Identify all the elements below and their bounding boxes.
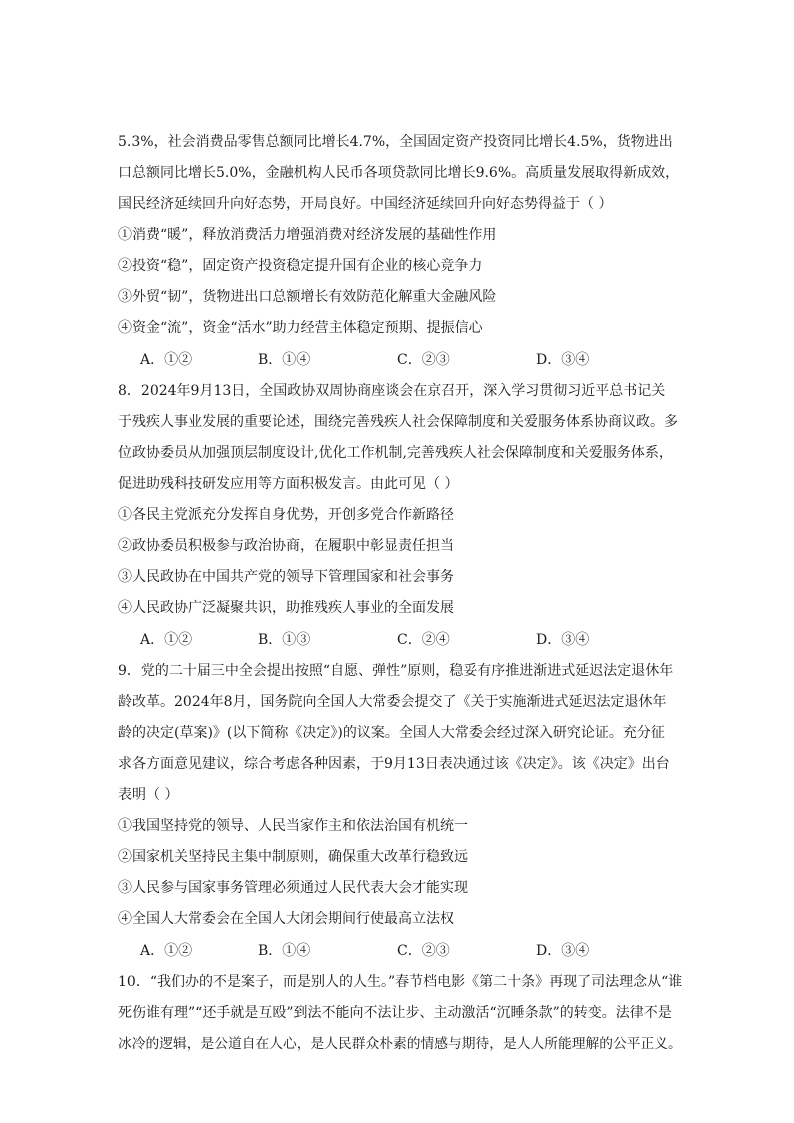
option-d: D．③④ (536, 943, 590, 959)
q9-options (140, 941, 660, 961)
q8-stem-line: 促进助残科技研发应用等方面积极发言。由此可见（ ） (118, 476, 459, 492)
q9-item-3: ③人民参与国家事务管理必须通过人民代表大会才能实现 (118, 880, 468, 896)
q8-item-1: ①各民主党派充分发挥自身优势，开创多党合作新路径 (118, 507, 454, 523)
q8-stem-line: 于残疾人事业发展的重要论述，围绕完善残疾人社会保障制度和关爱服务体系协商议政。多 (118, 414, 678, 430)
option-b: B．①④ (258, 352, 311, 368)
q10-stem-line: 冰冷的逻辑，是公道自在人心，是人民群众朴素的情感与期待，是人人所能理解的公平正义。 (118, 1036, 682, 1052)
q8-item-4: ④人民政协广泛凝聚共识，助推残疾人事业的全面发展 (118, 600, 454, 616)
option-d: D．③④ (536, 632, 590, 648)
q7-item-1: ①消费“暖”，释放消费活力增强消费对经济发展的基础性作用 (118, 227, 497, 243)
q9-item-2: ②国家机关坚持民主集中制原则，确保重大改革行稳致远 (118, 849, 468, 865)
q9-stem-line: 求各方面意见建议，综合考虑各种因素，于9月13日表决通过该《决定》。该《决定》出台 (118, 756, 670, 772)
q7-options (140, 350, 660, 370)
q8-item-2: ②政协委员积极参与政治协商，在履职中彰显责任担当 (118, 538, 454, 554)
q7-stem-line: 国民经济延续回升向好态势，开局良好。中国经济延续回升向好态势得益于（ ） (118, 196, 613, 212)
q8-stem-line: 8．2024年9月13日，全国政协双周协商座谈会在京召开，深入学习贯彻习近平总书记关 (118, 383, 666, 399)
option-c: C．②③ (397, 943, 450, 959)
q10-stem-line: 死伤谁有理”“还手就是互殴”到法不能向不法让步、主动激活“沉睡条款”的转变。法律不是 (118, 1005, 672, 1021)
q7-item-4: ④资金“流”，资金“活水”助力经营主体稳定预期、提振信心 (118, 320, 483, 336)
q7-stem-line: 口总额同比增长5.0%，金融机构人民币各项贷款同比增长9.6%。高质量发展取得新成效， (118, 165, 680, 181)
q8-stem-line: 位政协委员从加强顶层制度设计,优化工作机制,完善残疾人社会保障制度和关爱服务体系， (118, 445, 673, 461)
q9-stem-line: 表明（ ） (118, 787, 179, 803)
option-a: A．①② (140, 352, 193, 368)
option-c: C．②④ (397, 632, 450, 648)
q8-item-3: ③人民政协在中国共产党的领导下管理国家和社会事务 (118, 569, 454, 585)
q10-stem-line: 10．“我们办的不是案子，而是别人的人生。”春节档电影《第二十条》再现了司法理念从“谁 (118, 974, 683, 990)
q7-item-3: ③外贸“韧”，货物进出口总额增长有效防范化解重大金融风险 (118, 289, 497, 305)
q9-item-4: ④全国人大常委会在全国人大闭会期间行使最高立法权 (118, 911, 454, 927)
option-d: D．③④ (536, 352, 590, 368)
q9-stem-line: 龄改革。2024年8月，国务院向全国人大常委会提交了《关于实施渐进式延迟法定退休年 (118, 694, 667, 710)
option-a: A．①② (140, 632, 193, 648)
q7-stem-line: 5.3%，社会消费品零售总额同比增长4.7%，全国固定资产投资同比增长4.5%，货物进出 (118, 134, 673, 150)
option-a: A．①② (140, 943, 193, 959)
option-b: B．①④ (258, 943, 311, 959)
q7-item-2: ②投资“稳”，固定资产投资稳定提升国有企业的核心竞争力 (118, 258, 483, 274)
q9-stem-line: 龄的决定(草案)》(以下简称《决定》)的议案。全国人大常委会经过深入研究论证。充分征 (118, 725, 665, 741)
option-c: C．②③ (397, 352, 450, 368)
q9-item-1: ①我国坚持党的领导、人民当家作主和依法治国有机统一 (118, 818, 468, 834)
q9-stem-line: 9．党的二十届三中全会提出按照“自愿、弹性”原则，稳妥有序推进渐进式延迟法定退休年 (118, 663, 674, 679)
q8-options (140, 630, 660, 650)
option-b: B．①③ (258, 632, 311, 648)
